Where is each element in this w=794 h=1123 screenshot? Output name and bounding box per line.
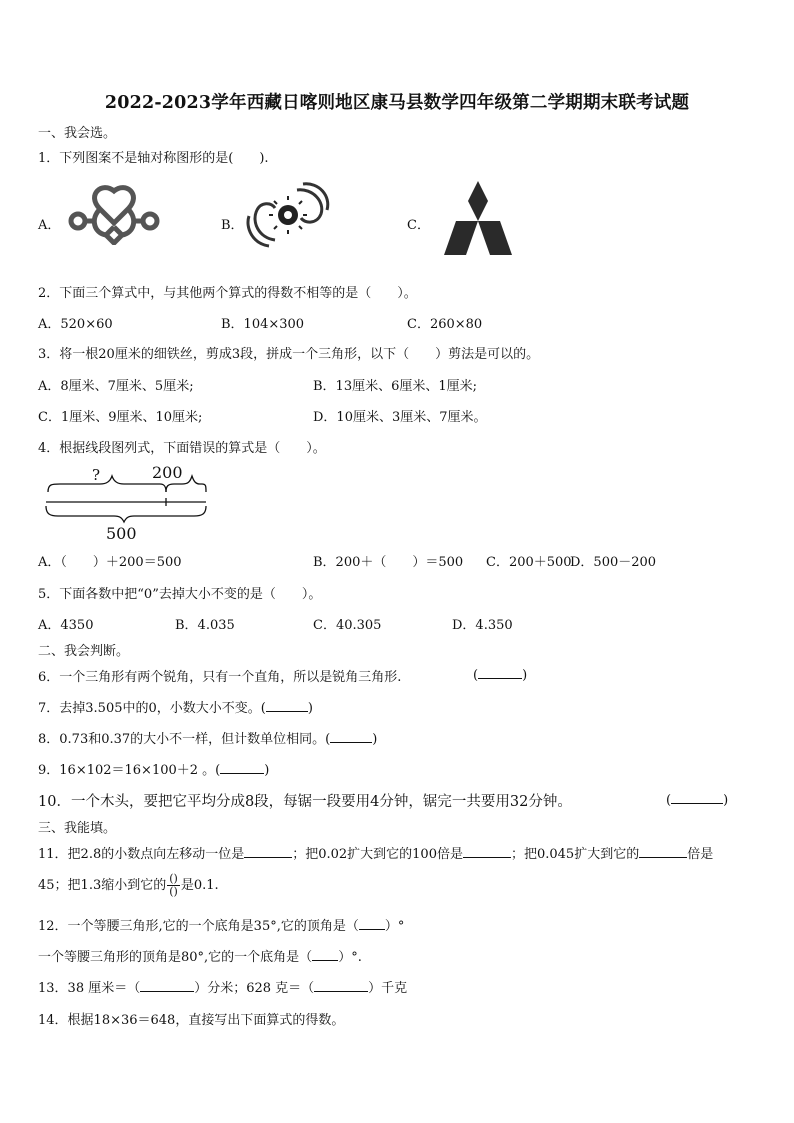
q1-option-c-diamonds-image — [436, 179, 520, 257]
q1-option-b-swirl-image — [245, 180, 330, 250]
question-13: 13．38 厘米＝（ ）分米；628 克＝（ ）千克 — [38, 981, 408, 996]
question-7: 7．去掉3.505中的0，小数大小不变。( ) — [38, 701, 313, 716]
q5-option-a: A．4350 — [38, 618, 94, 633]
question-8: 8．0.73和0.37的大小不一样，但计数单位相同。( ) — [38, 732, 378, 747]
q2-option-c: C．260×80 — [407, 317, 483, 332]
section-heading-2: 二、我会判断。 — [38, 644, 130, 659]
q2-option-b: B．104×300 — [221, 317, 305, 332]
q6-open-paren: ( — [473, 668, 479, 683]
q5-option-c: C．40.305 — [313, 618, 382, 633]
q4-diagram-total: 500 — [106, 524, 137, 543]
q3-option-d: D．10厘米、3厘米、7厘米。 — [313, 410, 487, 425]
question-3: 3．将一根20厘米的细铁丝，剪成3段，拼成一个三角形，以下（ ）剪法是可以的。 — [38, 347, 540, 362]
q4-diagram-unknown: ? — [92, 466, 101, 484]
q1-option-a-label: A． — [38, 218, 61, 233]
question-11-line-1: 11．把2.8的小数点向左移动一位是 ；把0.02扩大到它的100倍是 ；把0.045扩大到它的 倍是 — [38, 847, 714, 862]
question-10: 10．一个木头，要把它平均分成8段，每锯一段要用4分钟，锯完一共要用32分钟。 — [38, 794, 572, 810]
question-12-line-1: 12．一个等腰三角形,它的一个底角是35°,它的顶角是（ ）° — [38, 919, 405, 934]
question-2: 2．下面三个算式中，与其他两个算式的得数不相等的是（ ）。 — [38, 286, 417, 301]
question-9: 9．16×102＝16×100＋2 。( ) — [38, 763, 270, 778]
q3-option-c: C．1厘米、9厘米、10厘米; — [38, 410, 203, 425]
question-1: 1．下列图案不是轴对称图形的是( ). — [38, 151, 269, 166]
question-4: 4．根据线段图列式，下面错误的算式是（ ）。 — [38, 441, 326, 456]
q4-option-b: B．200＋（ ）＝500 — [313, 555, 464, 570]
question-12-line-2: 一个等腰三角形的顶角是80°,它的一个底角是（ ）°. — [38, 950, 362, 965]
section-heading-1: 一、我会选。 — [38, 126, 117, 141]
q10-answer-blank: ( ) — [666, 793, 729, 808]
question-14: 14．根据18×36＝648，直接写出下面算式的得数。 — [38, 1013, 345, 1028]
q1-option-c-label: C． — [407, 218, 430, 233]
q4-option-d: D．500－200 — [570, 555, 657, 570]
q1-option-b-label: B． — [221, 218, 244, 233]
q6-close-paren: ) — [522, 668, 528, 683]
q4-option-a: A．（ ）＋200＝500 — [38, 555, 182, 570]
q4-segment-diagram — [40, 462, 210, 544]
q3-option-b: B．13厘米、6厘米、1厘米; — [313, 379, 478, 394]
q5-option-b: B．4.035 — [175, 618, 235, 633]
q3-option-a: A．8厘米、7厘米、5厘米; — [38, 379, 194, 394]
q5-option-d: D．4.350 — [452, 618, 513, 633]
question-6: 6．一个三角形有两个锐角，只有一个直角，所以是锐角三角形. — [38, 670, 402, 685]
q6-answer-blank — [473, 666, 527, 683]
q4-option-c: C．200＋500 — [486, 555, 572, 570]
section-heading-3: 三、我能填。 — [38, 821, 117, 836]
q1-option-a-knot-image — [64, 183, 164, 245]
question-11-line-2: 45；把1.3缩小到它的 $\frac{()}{()}$ 是0.1. — [38, 872, 219, 898]
question-5: 5．下面各数中把“0”去掉大小不变的是（ ）。 — [38, 587, 322, 602]
q11-fraction-blank: $\frac{()}{()}$ — [169, 872, 178, 898]
q4-diagram-part: 200 — [152, 463, 183, 482]
q2-option-a: A．520×60 — [38, 317, 113, 332]
page-title: 2022-2023学年西藏日喀则地区康马县数学四年级第二学期期末联考试题 — [104, 93, 690, 113]
